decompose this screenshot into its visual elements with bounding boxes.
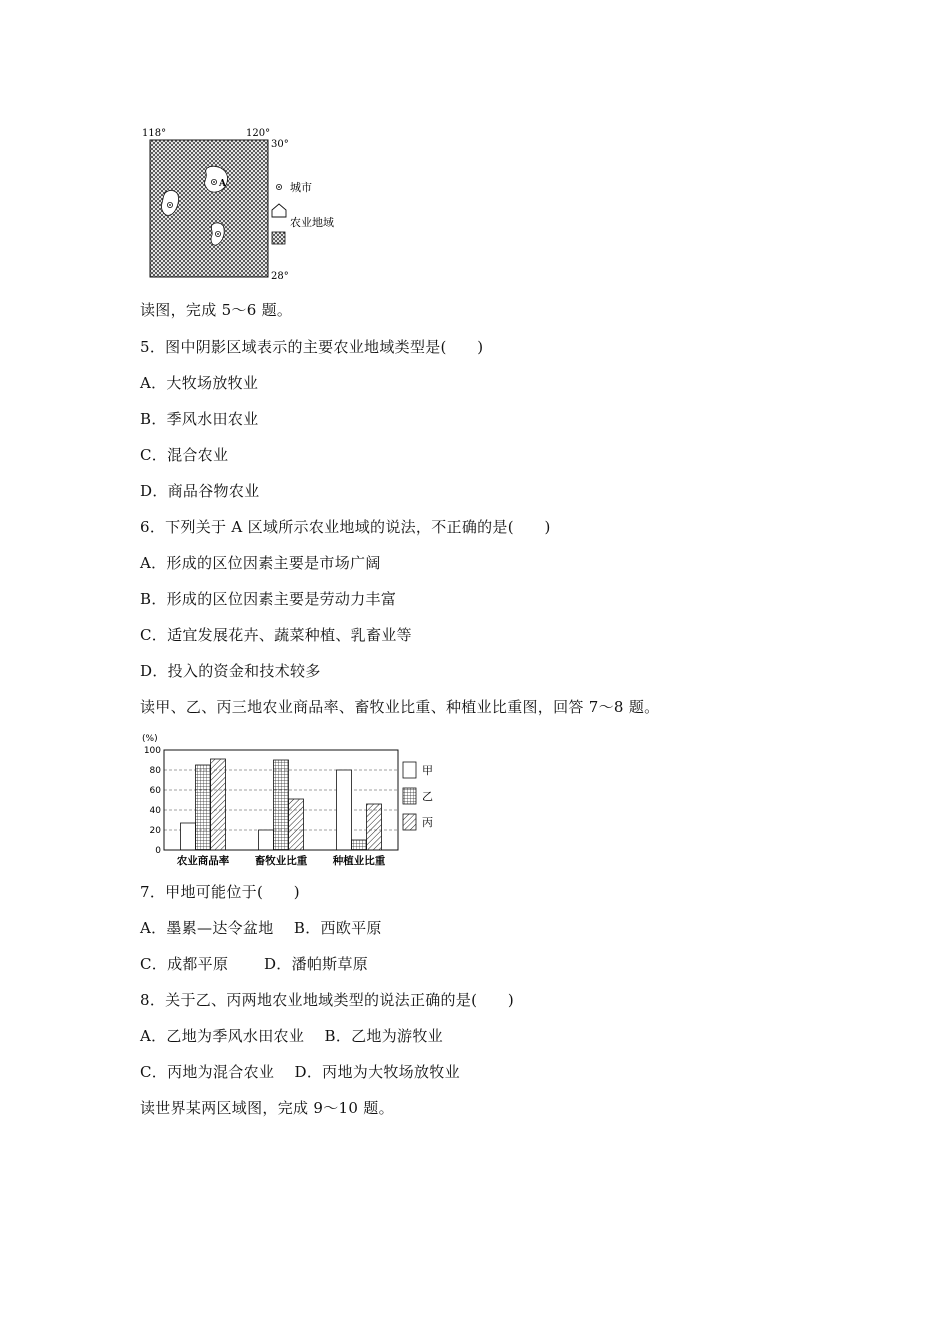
- q7-options-row2: C．成都平原 D．潘帕斯草原: [140, 955, 369, 973]
- legend-city-label: 城市: [290, 181, 312, 194]
- legend-swatch-甲: [403, 762, 416, 778]
- q5-option-d: D．商品谷物农业: [140, 482, 260, 500]
- bar-丙-1: [289, 799, 304, 850]
- agri-region-map: [140, 125, 360, 285]
- q6-option-b: B．形成的区位因素主要是劳动力丰富: [140, 590, 397, 608]
- x-category-label: 种植业比重: [332, 855, 386, 867]
- y-tick-label: 100: [143, 746, 161, 756]
- legend-label: 丙: [422, 816, 433, 829]
- q7-options-row1: A．墨累—达令盆地 B．西欧平原: [140, 919, 382, 937]
- bar-乙-0: [196, 765, 211, 850]
- y-tick-label: 60: [149, 786, 161, 796]
- legend-swatch-乙: [403, 788, 416, 804]
- lon-left-label: 118°: [142, 128, 167, 139]
- y-tick-label: 20: [149, 826, 161, 836]
- q7-stem: 7．甲地可能位于( ): [140, 883, 300, 901]
- bar-丙-2: [367, 804, 382, 850]
- q5-option-c: C．混合农业: [140, 446, 229, 464]
- bar-乙-2: [352, 840, 367, 850]
- bar-chart: [140, 732, 450, 872]
- bar-丙-0: [211, 759, 226, 850]
- q6-option-d: D．投入的资金和技术较多: [140, 662, 321, 680]
- x-category-label: 农业商品率: [176, 855, 230, 867]
- bar-甲-2: [337, 770, 352, 850]
- lat-top-label: 30°: [271, 139, 289, 150]
- q8-options-row1: A．乙地为季风水田农业 B．乙地为游牧业: [140, 1027, 443, 1045]
- legend-label: 甲: [422, 764, 433, 777]
- q8-options-row2: C．丙地为混合农业 D．丙地为大牧场放牧业: [140, 1063, 460, 1081]
- legend-label: 乙: [422, 790, 433, 803]
- q5-option-b: B．季风水田农业: [140, 410, 259, 428]
- legend-hatch-icon: [272, 232, 285, 244]
- lat-bottom-label: 28°: [271, 271, 289, 282]
- q5-stem: 5．图中阴影区域表示的主要农业地域类型是( ): [140, 338, 484, 356]
- y-tick-label: 0: [155, 846, 161, 856]
- q6-option-c: C．适宜发展花卉、蔬菜种植、乳畜业等: [140, 626, 412, 644]
- legend-swatch-丙: [403, 814, 416, 830]
- y-tick-label: 40: [149, 806, 161, 816]
- y-tick-label: 80: [149, 766, 161, 776]
- intro-7-8: 读甲、乙、丙三地农业商品率、畜牧业比重、种植业比重图，回答 7～8 题。: [140, 698, 660, 716]
- point-a-label: A: [219, 179, 226, 189]
- x-category-label: 畜牧业比重: [254, 855, 308, 867]
- bar-甲-1: [259, 830, 274, 850]
- y-axis-unit: (%): [142, 734, 158, 744]
- bar-甲-0: [181, 823, 196, 850]
- q8-stem: 8．关于乙、丙两地农业地域类型的说法正确的是( ): [140, 991, 515, 1009]
- lon-right-label: 120°: [246, 128, 271, 139]
- intro-9-10: 读世界某两区域图，完成 9～10 题。: [140, 1099, 394, 1117]
- legend-agri-icon: [272, 204, 286, 217]
- bar-乙-1: [274, 760, 289, 850]
- q6-option-a: A．形成的区位因素主要是市场广阔: [140, 554, 381, 572]
- q5-option-a: A．大牧场放牧业: [140, 374, 259, 392]
- legend-agri-label: 农业地域: [290, 216, 334, 229]
- q6-stem: 6．下列关于 A 区域所示农业地域的说法，不正确的是( ): [140, 518, 551, 536]
- intro-5-6: 读图，完成 5～6 题。: [140, 301, 293, 319]
